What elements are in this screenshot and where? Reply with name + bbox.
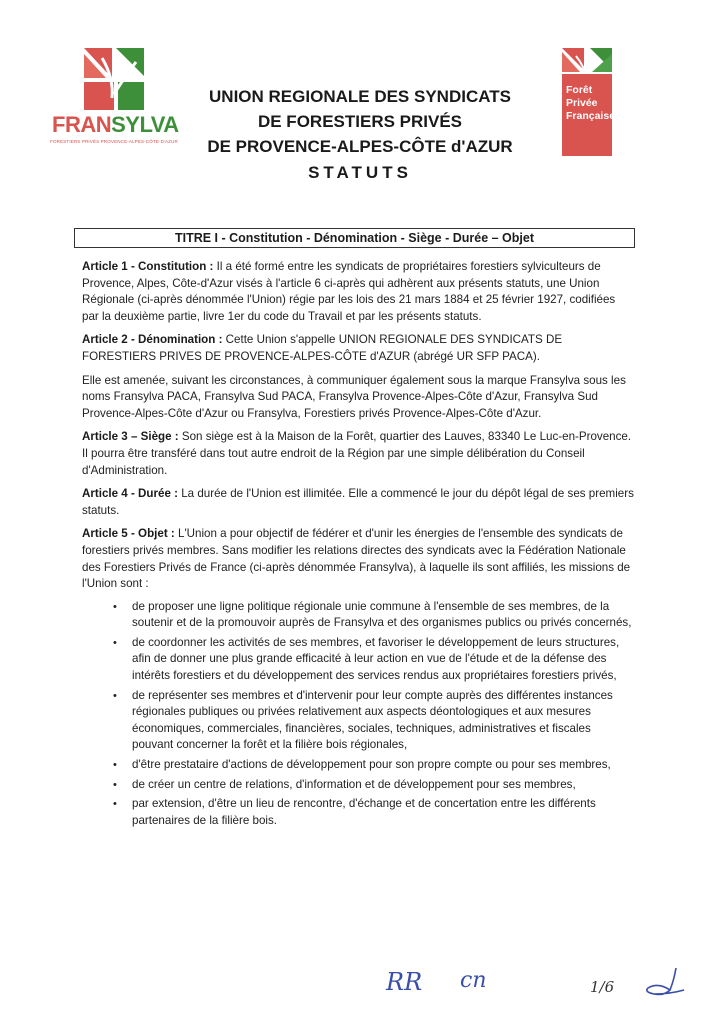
article-2	[82, 332, 635, 365]
article-2-label: Article 2 - Dénomination :	[82, 333, 223, 347]
handwritten-initials-cn: cn	[460, 968, 487, 993]
article-3-label: Article 3 – Siège :	[82, 430, 179, 444]
fransylva-wordmark: FRANSYLVA	[52, 112, 179, 137]
fransylva-logo	[50, 48, 178, 148]
foret-privee-francaise-logo	[562, 48, 616, 156]
article-5	[82, 526, 635, 592]
article-1-text: Il a été formé entre les syndicats de propriétaires forestiers sylviculteurs de Provence, Alpes, Côte-d'Azur visés à l'article 6 ci-après qui adhèrent aux présents statuts, une Union Régionale (ci-après dénommée l'Union) régie par les lois des 21 mars 1884 et 25 février 1927, codifiées par la deuxième partie, livre 1er du code du Travail et par les présents statuts.	[82, 260, 616, 323]
article-2-text: Cette Union s'appelle UNION REGIONALE DES SYNDICATS DE FORESTIERS PRIVES DE PROVENCE-ALPES-CÔTE d'AZUR (abrégé UR SFP PACA).	[82, 333, 563, 363]
handwritten-initials-rr: RR	[386, 968, 423, 996]
list-item: • par extension, d'être un lieu de rencontre, d'échange et de concertation entre les différents partenaires de la filière bois.	[82, 796, 635, 829]
header-line-3: DE PROVENCE-ALPES-CÔTE d'AZUR	[207, 137, 513, 156]
header-statuts: STATUTS	[308, 163, 412, 182]
article-3	[82, 429, 635, 479]
article-1-label: Article 1 - Constitution :	[82, 260, 214, 273]
header-line-2: DE FORESTIERS PRIVÉS	[257, 112, 463, 131]
list-item: • de représenter ses membres et d'intervenir pour leur compte auprès des différentes instances régionales publiques ou privées relativement aux aspects déontologiques et aux mesures économiques, commerciales, financières, sociales, techniques, administratives et fiscales pouvant concerner la forêt et la filière bois régionales,	[82, 688, 635, 754]
article-1	[82, 259, 635, 325]
header-line-1: UNION REGIONALE DES SYNDICATS	[209, 87, 511, 106]
list-item: • d'être prestataire d'actions de développement pour son propre compte ou pour ses membres,	[82, 757, 635, 774]
signature-scribble-icon	[640, 966, 686, 1002]
fransylva-tagline: FORESTIERS PRIVÉS PROVENCE-ALPES-CÔTE-D'AZUR	[50, 139, 178, 144]
article-4	[82, 486, 635, 519]
handwritten-page-number: 1/6	[590, 978, 615, 996]
statutes-content	[82, 259, 635, 832]
list-item: • de créer un centre de relations, d'information et de développement pour ses membres,	[82, 777, 635, 794]
article-4-label: Article 4 - Durée :	[82, 487, 178, 501]
article-4-text: La durée de l'Union est illimitée. Elle a commencé le jour du dépôt légal de ses premiers statuts.	[82, 487, 634, 517]
article-3-text: Son siège est à la Maison de la Forêt, quartier des Lauves, 83340 Le Luc-en-Provence. Il pourra être transféré dans tout autre endroit de la Région par une simple délibération du Conseil d'Administration.	[82, 430, 632, 477]
foret-privee-text: Forêt Privée Française	[566, 84, 616, 122]
missions-list	[82, 599, 635, 830]
article-5-text: L'Union a pour objectif de fédérer et d'unir les énergies de l'ensemble des syndicats de forestiers privés membres. Sans modifier les relations directes des syndicats avec la Fédération Nationale des Forestiers Privés de France (ci-après dénommée Fransylva), à laquelle ils sont affiliés, les missions de l'Union sont :	[82, 527, 631, 591]
list-item: • de coordonner les activités de ses membres, et favoriser le développement de leurs structures, afin de donner une plus grande efficacité à leur action en vue de l'étude et de la défense des intérêts forestiers et du développement des services rendus aux propriétaires forestiers privés,	[82, 635, 635, 685]
titre-heading: TITRE I - Constitution - Dénomination - Siège - Durée – Objet	[74, 228, 635, 248]
article-5-label: Article 5 - Objet :	[82, 527, 175, 541]
article-2-paragraph-2: Elle est amenée, suivant les circonstances, à communiquer également sous la marque Fransylva sous les noms Fransylva PACA, Fransylva Sud PACA, Fransylva Provence-Alpes-Côte d'Azur, Fransylva Sud Provence-Alpes-Côte d'Azur ou Fransylva, Forestiers privés Provence-Alpes-Côte d'Azur.	[82, 373, 626, 420]
document-header	[190, 84, 530, 185]
tree-emblem-icon	[84, 48, 144, 110]
list-item: • de proposer une ligne politique régionale unie commune à l'ensemble de ses membres, de la soutenir et de la promouvoir auprès de Fransylva et des organismes publics ou privés concernés,	[82, 599, 635, 632]
